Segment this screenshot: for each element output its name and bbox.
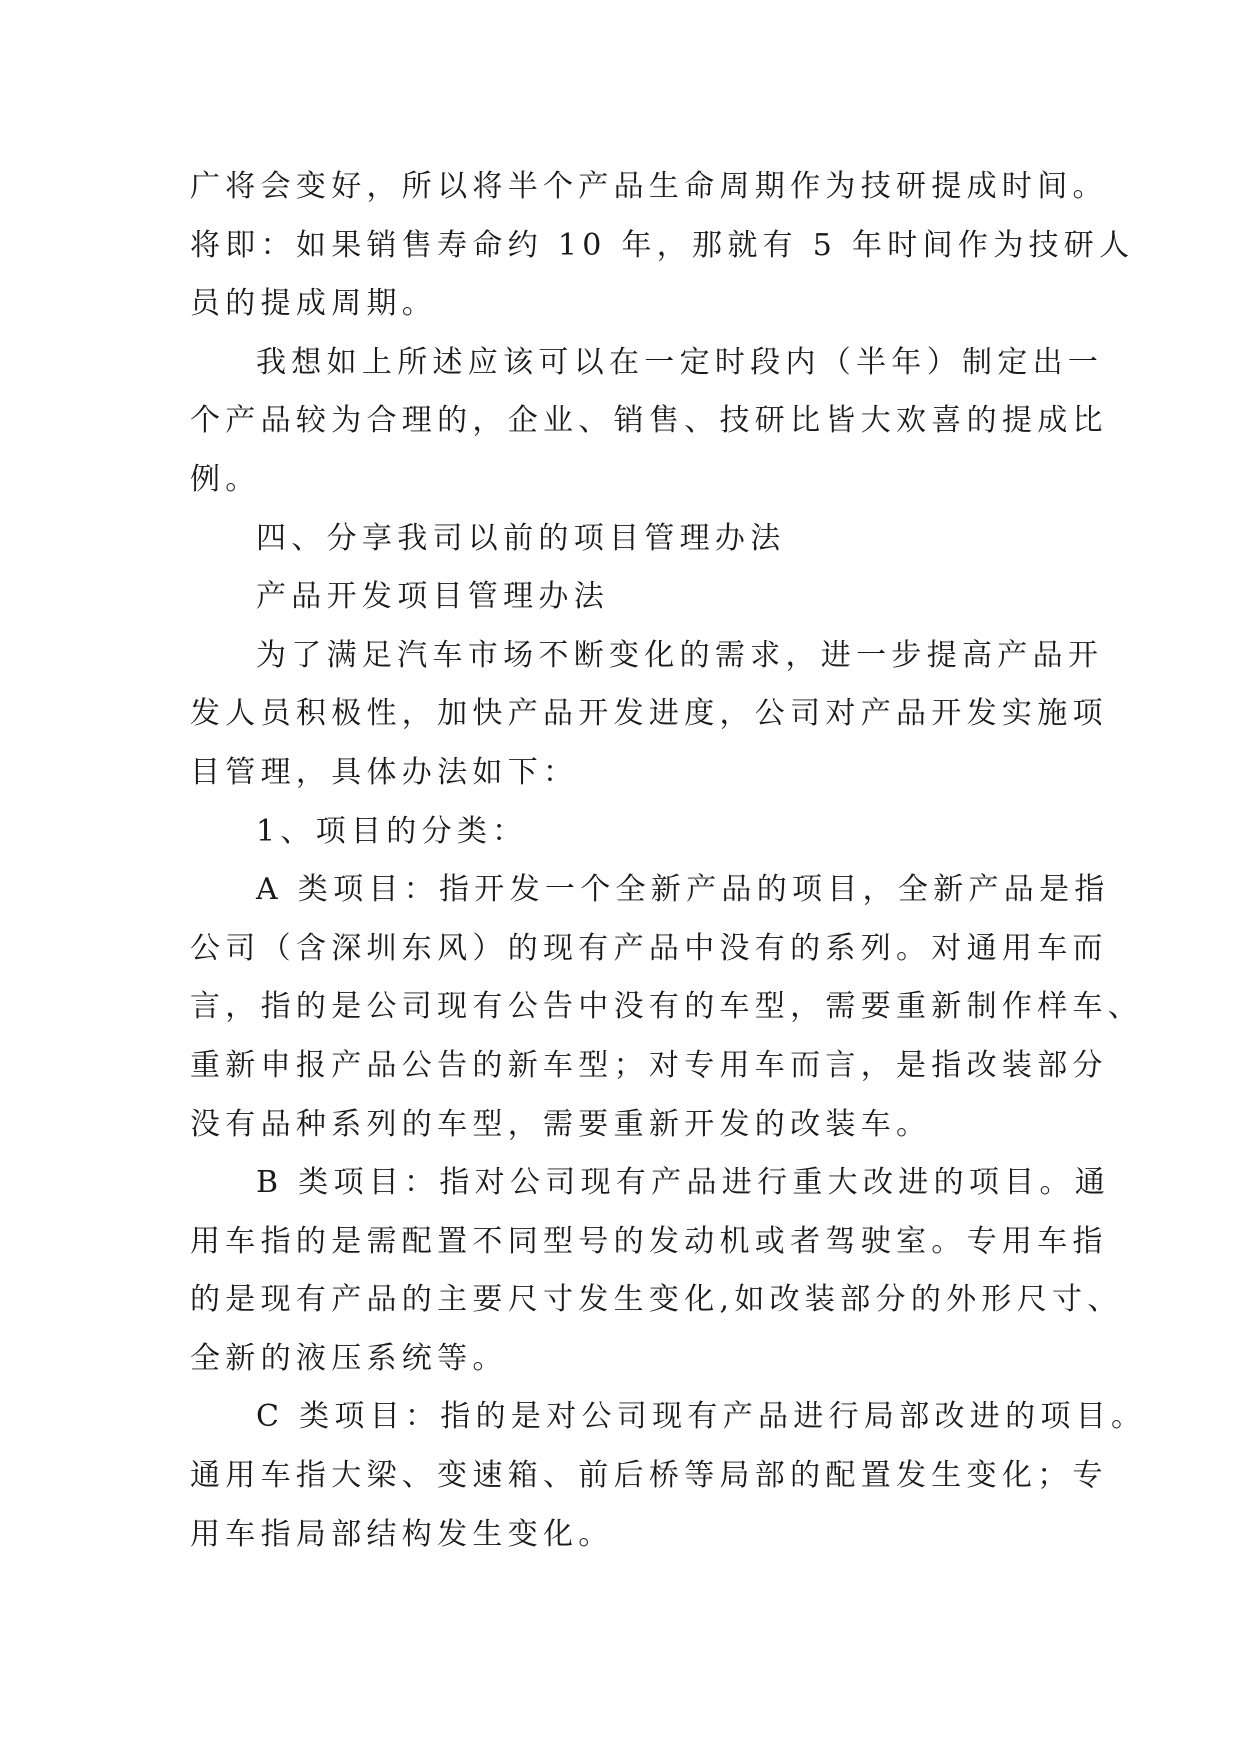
text-line: 将即：如果销售寿命约 10 年，那就有 5 年时间作为技研人 <box>190 227 1135 263</box>
text-line: 产品开发项目管理办法 <box>256 579 609 615</box>
text-line: 言，指的是公司现有公告中没有的车型，需要重新制作样车、 <box>190 989 1144 1025</box>
text-line: 重新申报产品公告的新车型；对专用车而言，是指改装部分 <box>190 1047 1108 1083</box>
text-line: 为了满足汽车市场不断变化的需求，进一步提高产品开 <box>256 637 1104 673</box>
text-line: 我想如上所述应该可以在一定时段内（半年）制定出一 <box>256 344 1104 380</box>
text-line: 员的提成周期。 <box>190 286 438 322</box>
text-line: 公司（含深圳东风）的现有产品中没有的系列。对通用车而 <box>190 930 1108 966</box>
text-line: C 类项目：指的是对公司现有产品进行局部改进的项目。 <box>256 1399 1147 1435</box>
text-line: 发人员积极性，加快产品开发进度，公司对产品开发实施项 <box>190 696 1108 732</box>
text-line: 通用车指大梁、变速箱、前后桥等局部的配置发生变化；专 <box>190 1458 1108 1494</box>
paragraph-class-c <box>190 1388 1147 1564</box>
section-heading-project-management <box>190 510 1070 569</box>
paragraph-product-lifecycle <box>190 158 1135 334</box>
text-line: 用车指的是需配置不同型号的发动机或者驾驶室。专用车指 <box>190 1223 1108 1259</box>
text-line: 1、项目的分类： <box>256 813 528 849</box>
text-line: 广将会变好，所以将半个产品生命周期作为技研提成时间。 <box>190 169 1108 204</box>
text-line: 的是现有产品的主要尺寸发生变化,如改装部分的外形尺寸、 <box>190 1282 1123 1318</box>
text-line: 四、分享我司以前的项目管理办法 <box>256 520 786 556</box>
text-line: 用车指局部结构发生变化。 <box>190 1516 614 1552</box>
list-heading-project-classification <box>190 803 1070 862</box>
text-line: 目管理，具体办法如下： <box>190 754 579 790</box>
text-line: A 类项目：指开发一个全新产品的项目，全新产品是指 <box>256 872 1110 908</box>
paragraph-class-a <box>190 861 1144 1154</box>
paragraph-class-b <box>190 1154 1123 1388</box>
text-line: 全新的液压系统等。 <box>190 1340 508 1376</box>
paragraph-commission-ratio <box>190 334 1108 510</box>
subheading-product-development <box>190 568 1070 627</box>
text-line: 例。 <box>190 461 261 497</box>
paragraph-purpose <box>190 627 1108 803</box>
text-line: 个产品较为合理的，企业、销售、技研比皆大欢喜的提成比 <box>190 403 1108 439</box>
document-page <box>190 158 1147 1564</box>
text-line: 没有品种系列的车型，需要重新开发的改装车。 <box>190 1106 932 1142</box>
text-line: B 类项目：指对公司现有产品进行重大改进的项目。通 <box>256 1165 1111 1201</box>
